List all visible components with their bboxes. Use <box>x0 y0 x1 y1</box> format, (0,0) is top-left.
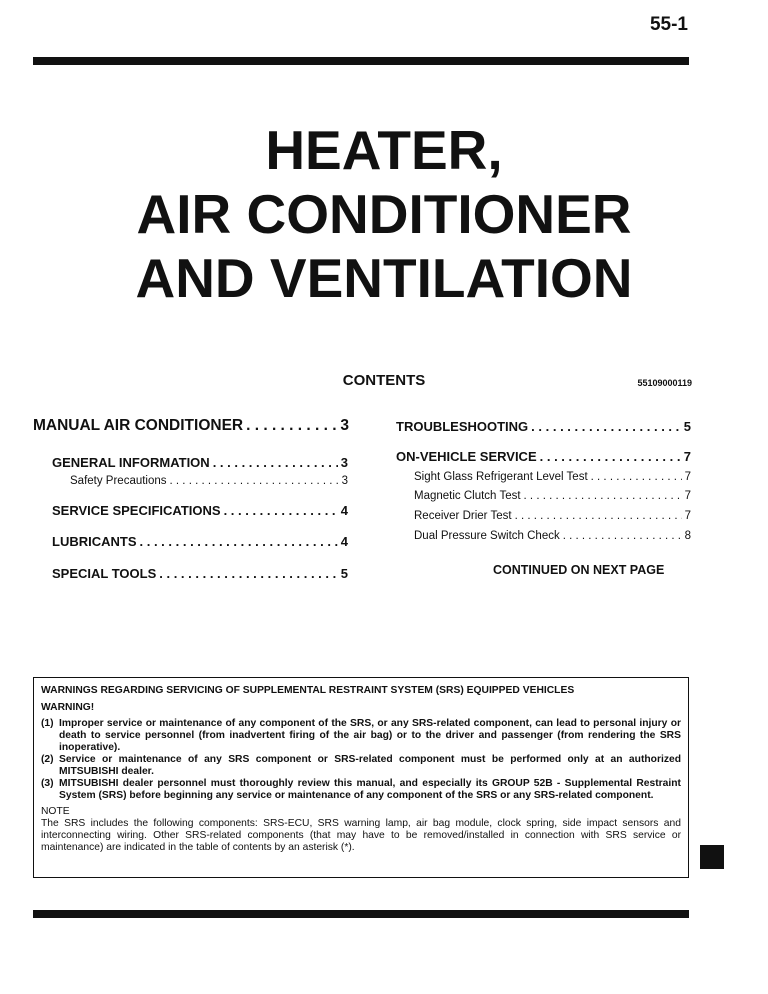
top-rule <box>33 57 689 65</box>
title-line-1: HEATER, <box>265 119 503 181</box>
toc-leader <box>159 566 338 581</box>
bottom-rule <box>33 910 689 918</box>
toc-leader <box>524 490 682 502</box>
warning-label: WARNING! <box>41 702 95 713</box>
warning-item <box>41 718 681 754</box>
toc-leader <box>531 419 681 434</box>
toc-label: Receiver Drier Test <box>414 510 512 522</box>
toc-leader <box>540 449 681 464</box>
toc-label: LUBRICANTS <box>52 534 137 549</box>
warning-item-text: Improper service or maintenance of any component of the SRS, or any SRS-related component, can lead to personal injury or death to service personnel (from inadvertent firing of the air bag) or to the driver and passenger (from rendering the SRS inoperative). <box>59 718 681 753</box>
toc-leader <box>224 503 338 518</box>
toc-entry-manual-air-conditioner[interactable] <box>33 417 349 435</box>
continued-notice: CONTINUED ON NEXT PAGE <box>493 563 665 577</box>
note-label: NOTE <box>41 806 70 817</box>
toc-label: Dual Pressure Switch Check <box>414 530 560 542</box>
toc-entry-special-tools[interactable] <box>52 566 348 581</box>
toc-entry-lubricants[interactable] <box>52 534 348 549</box>
toc-label: Magnetic Clutch Test <box>414 490 521 502</box>
toc-label: SERVICE SPECIFICATIONS <box>52 503 221 518</box>
toc-leader <box>246 417 337 435</box>
toc-label: Safety Precautions <box>70 475 167 487</box>
toc-leader <box>213 455 338 470</box>
warning-item <box>41 754 681 778</box>
section-tab-marker <box>700 845 724 869</box>
title-line-2: AIR CONDITIONER <box>136 183 632 245</box>
toc-page: 5 <box>683 419 691 434</box>
warning-box-heading: WARNINGS REGARDING SERVICING OF SUPPLEMENTAL RESTRAINT SYSTEM (SRS) EQUIPPED VEHICLES <box>41 685 575 696</box>
note-text: The SRS includes the following components: SRS-ECU, SRS warning lamp, air bag module, clock spring, side impact sensors and interconnecting wiring. Other SRS-related components (that may have to be removed/installed in connection with SRS service or maintenance) are indicated in the table of contents by an asterisk (*). <box>41 818 681 853</box>
toc-entry-dual-pressure-switch-check[interactable] <box>414 530 691 542</box>
toc-leader <box>170 475 339 487</box>
warning-item-text: MITSUBISHI dealer personnel must thoroughly review this manual, and especially its GROUP 52B - Supplemental Restraint System (SRS) before beginning any service or maintenance of any component of the SRS or any SRS-related component. <box>59 778 681 801</box>
warning-item-number: (2) <box>41 754 54 765</box>
toc-label: GENERAL INFORMATION <box>52 455 210 470</box>
toc-leader <box>515 510 682 522</box>
toc-leader <box>140 534 338 549</box>
srs-warning-box <box>33 677 689 878</box>
toc-entry-troubleshooting[interactable] <box>396 419 691 434</box>
toc-entry-sight-glass-test[interactable] <box>414 471 691 483</box>
toc-entry-receiver-drier-test[interactable] <box>414 510 691 522</box>
toc-page: 4 <box>340 503 348 518</box>
toc-entry-on-vehicle-service[interactable] <box>396 449 691 464</box>
toc-page: 7 <box>683 449 691 464</box>
toc-label: SPECIAL TOOLS <box>52 566 157 581</box>
title-line-3: AND VENTILATION <box>135 247 633 309</box>
document-code: 55109000119 <box>637 378 692 388</box>
page-title <box>0 118 768 310</box>
page-number: 55-1 <box>649 14 688 35</box>
warning-item <box>41 778 681 802</box>
toc-page: 7 <box>684 510 691 522</box>
toc-entry-magnetic-clutch-test[interactable] <box>414 490 691 502</box>
toc-page: 7 <box>684 490 691 502</box>
contents-heading: CONTENTS <box>342 372 426 389</box>
toc-page: 3 <box>340 455 348 470</box>
toc-label: ON-VEHICLE SERVICE <box>396 449 537 464</box>
toc-label: MANUAL AIR CONDITIONER <box>33 417 244 434</box>
toc-leader <box>591 471 682 483</box>
warning-item-number: (1) <box>41 718 54 729</box>
toc-page: 4 <box>340 534 348 549</box>
toc-entry-service-specifications[interactable] <box>52 503 348 518</box>
toc-page: 7 <box>684 471 691 483</box>
toc-page: 5 <box>340 566 348 581</box>
toc-entry-safety-precautions[interactable] <box>70 475 348 487</box>
toc-entry-general-information[interactable] <box>52 455 348 470</box>
toc-page: 3 <box>341 475 348 487</box>
toc-label: Sight Glass Refrigerant Level Test <box>414 471 588 483</box>
warning-item-text: Service or maintenance of any SRS component or SRS-related component must be performed only at an authorized MITSUBISHI dealer. <box>59 754 681 777</box>
toc-page: 8 <box>684 530 691 542</box>
toc-label: TROUBLESHOOTING <box>396 419 529 434</box>
toc-page: 3 <box>340 417 349 434</box>
toc-leader <box>563 530 682 542</box>
warning-item-number: (3) <box>41 778 54 789</box>
